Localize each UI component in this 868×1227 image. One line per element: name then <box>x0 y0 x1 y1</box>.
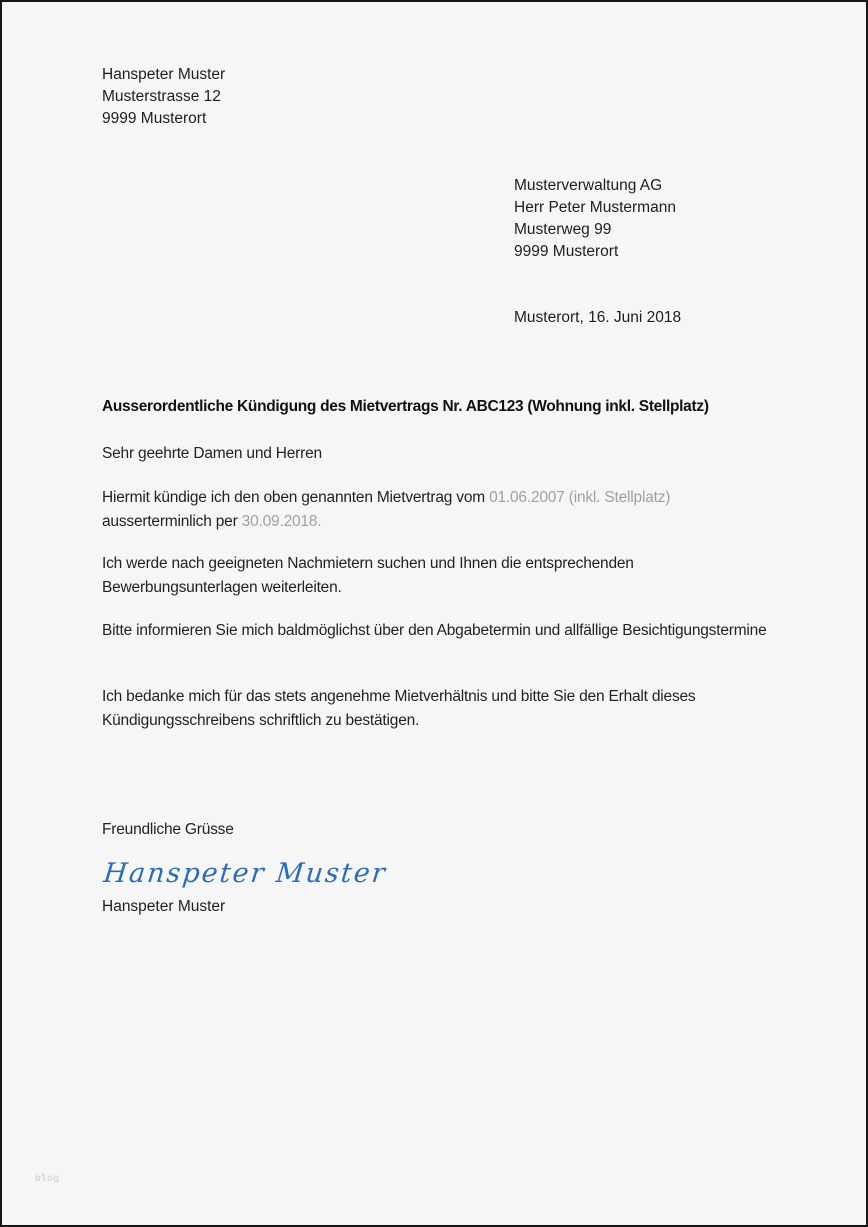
recipient-city: 9999 Musterort <box>514 243 619 260</box>
recipient-contact: Herr Peter Mustermann <box>514 199 676 216</box>
salutation: Sehr geehrte Damen und Herren <box>102 445 322 462</box>
recipient-address-block <box>514 175 676 263</box>
signed-name: Hanspeter Muster <box>102 898 226 915</box>
recipient-street: Musterweg 99 <box>514 221 612 238</box>
closing-line: Freundliche Grüsse <box>102 821 234 838</box>
paragraph-handover-request: Bitte informieren Sie mich baldmöglichst über den Abgabetermin und allfällige Besichtigungstermine <box>102 622 767 639</box>
termination-date-placeholder: 30.09.2018. <box>241 513 322 530</box>
subject-line: Ausserordentliche Kündigung des Mietvertrags Nr. ABC123 (Wohnung inkl. Stellplatz) <box>102 398 709 415</box>
sender-city: 9999 Musterort <box>102 110 207 127</box>
sender-address-block <box>102 64 225 130</box>
date-line: Musterort, 16. Juni 2018 <box>514 309 682 326</box>
paragraph-successor-tenants: Ich werde nach geeigneten Nachmietern suchen und Ihnen die entsprechenden Bewerbungsunterlagen weiterleiten. <box>102 555 634 596</box>
sender-name: Hanspeter Muster <box>102 66 226 83</box>
recipient-company: Musterverwaltung AG <box>514 177 663 194</box>
handwritten-signature: Hanspeter Muster <box>102 858 389 889</box>
paragraph-termination <box>102 486 770 534</box>
paragraph-termination-text-before: Hiermit kündige ich den oben genannten Mietvertrag vom <box>102 489 490 506</box>
paragraph-termination-text-middle: ausserterminlich per <box>102 513 242 530</box>
contract-date-placeholder: 01.06.2007 (inkl. Stellplatz) <box>489 489 671 506</box>
paragraph-confirmation-request: Ich bedanke mich für das stets angenehme Mietverhältnis und bitte Sie den Erhalt dieses Kündigungsschreibens schriftlich zu bestätigen. <box>102 688 696 729</box>
sender-street: Musterstrasse 12 <box>102 88 221 105</box>
watermark-text: blog <box>35 1173 60 1184</box>
